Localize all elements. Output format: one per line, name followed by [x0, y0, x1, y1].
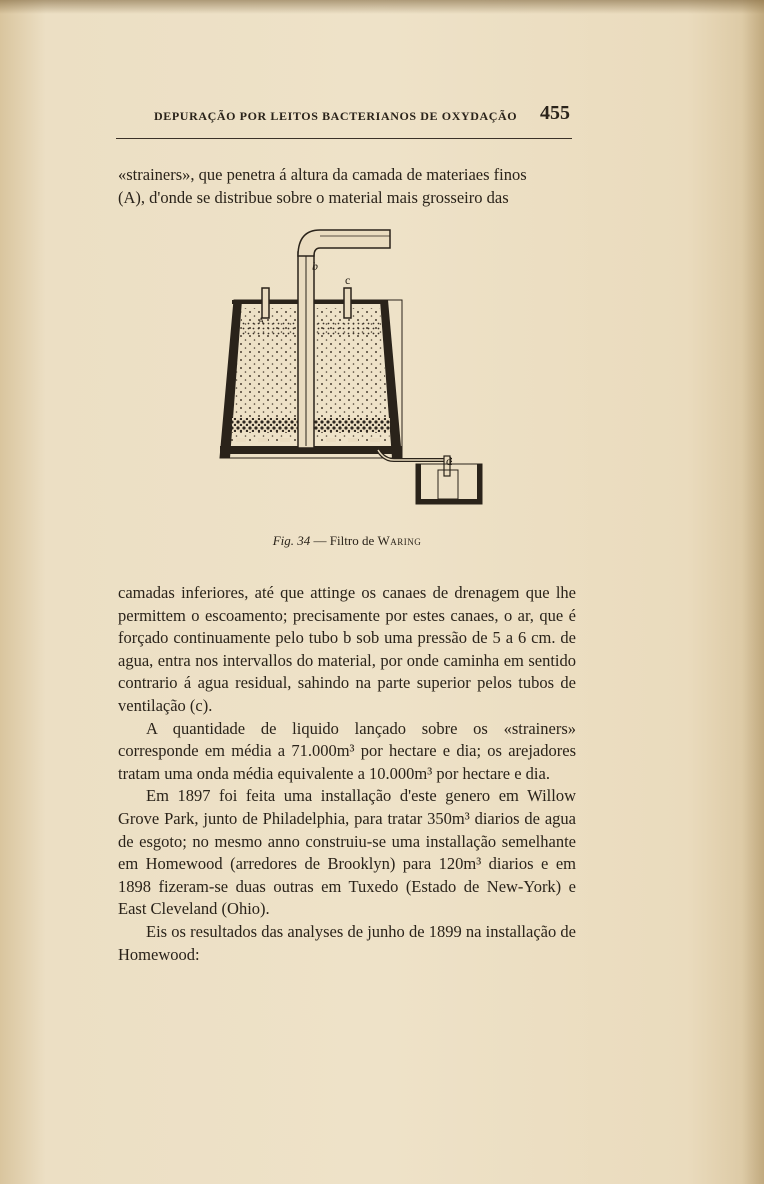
caption-name: Waring [377, 533, 422, 548]
paragraph-2: A quantidade de liquido lançado sobre os «strainers» corresponde em média a 71.000m³ por hectare e dia; os arejadores tratam uma onda média equivalente a 10.000m³ por hectare e dia. [118, 718, 576, 783]
text-line-1: «strainers», que penetra á altura da camada de materiaes finos [118, 165, 527, 184]
paragraph-1: camadas inferiores, até que attinge os canaes de drenagem que lhe permittem o escoamento; precisamente por estes canaes, o ar, que é forçado continuamente pelo tubo b sob uma pressão de 5 a 6 cm. de agua, entra nos intervallos do material, por onde caminha em sentido contrario á agua residual, sahindo na parte superior pelos tubos de ventilação (c). [118, 583, 576, 715]
label-b: b [312, 259, 318, 273]
page-shadow-right [742, 0, 764, 1184]
waring-filter-illustration [212, 222, 496, 512]
label-c: c [345, 273, 351, 287]
page-shadow-top [0, 0, 764, 14]
paragraph-3: Em 1897 foi feita uma installação d'este genero em Willow Grove Park, junto de Philadelphia, para tratar 350m³ diarios de agua de esgoto; no mesmo anno construiu-se uma installação semelhante em Homewood (arredores de Brooklyn) para 120m³ diarios e em 1898 fizeram-se duas outras em Tuxedo (Estado de New-York) e East Cleveland (Ohio). [118, 786, 576, 919]
page-number: 455 [540, 102, 570, 124]
text-line-2: (A), d'onde se distribue sobre o material mais grosseiro das [118, 187, 509, 207]
figure-caption [118, 533, 576, 549]
label-d: d [446, 454, 452, 468]
running-title: DEPURAÇÃO POR LEITOS BACTERIANOS DE OXYDAÇÃO [154, 109, 518, 123]
caption-dash: — Filtro de [310, 533, 378, 548]
top-text [118, 164, 576, 209]
paragraph-4: Eis os resultados das analyses de junho de 1899 na installação de Homewood: [118, 921, 576, 964]
page-header [116, 98, 572, 139]
body-text [118, 582, 576, 966]
caption-fig-number: Fig. 34 [272, 533, 311, 548]
label-a: A [258, 316, 265, 326]
